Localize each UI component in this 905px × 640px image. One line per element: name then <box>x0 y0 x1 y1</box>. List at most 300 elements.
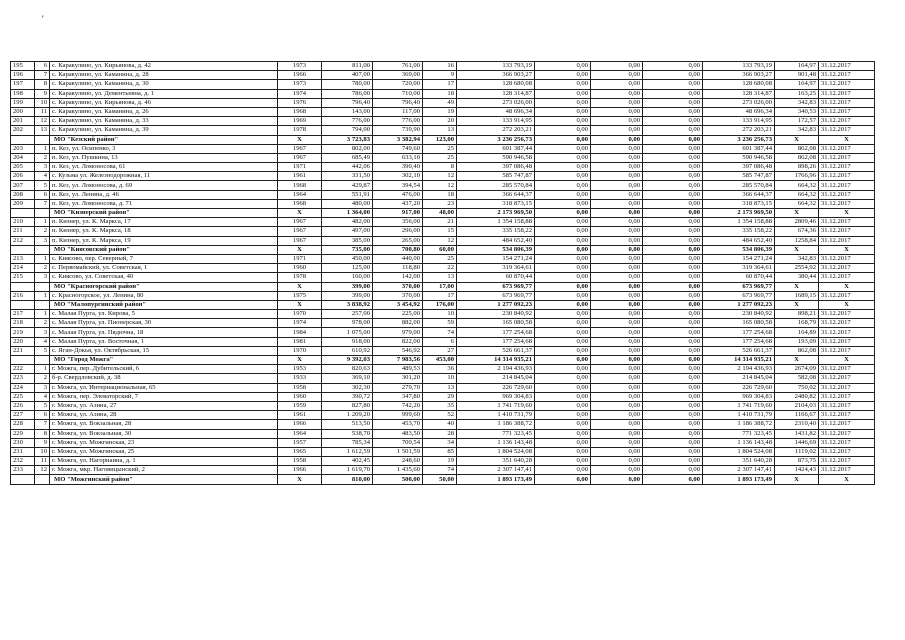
cell-year-built: 1974 <box>278 89 322 98</box>
district-subtotal-row <box>11 245 875 254</box>
cell-total-area: 442,06 <box>322 163 373 172</box>
table-row <box>11 392 875 401</box>
cell-residents: 48,00 <box>423 209 457 218</box>
cell-fund-cost: 0,00 <box>535 190 591 199</box>
cell-fund-cost: 0,00 <box>535 199 591 208</box>
cell-address: г. Можга, мкр. Наговицынский, 2 <box>50 466 278 475</box>
cell-living-area: 7 983,56 <box>373 356 423 365</box>
cell-budget-republic: 0,00 <box>591 264 643 273</box>
cell-cost-per-sqm: 582,08 <box>775 374 819 383</box>
cell-local-number: 11 <box>35 457 50 466</box>
cell-fund-cost: 0,00 <box>535 310 591 319</box>
cell-deadline: 31.12.2017 <box>819 457 875 466</box>
cell-owner-funds: 133 914,95 <box>703 117 775 126</box>
cell-row-number: 210 <box>11 218 35 227</box>
cell-total-area: 143,00 <box>322 107 373 116</box>
cell-total-area: 538,70 <box>322 429 373 438</box>
cell-owner-funds: 177 254,68 <box>703 337 775 346</box>
cell-cost-per-sqm: X <box>775 245 819 254</box>
cell-living-area: 700,54 <box>373 438 423 447</box>
cell-year-built: 1964 <box>278 429 322 438</box>
cell-fund-cost: 0,00 <box>535 227 591 236</box>
cell-deadline: 31.12.2017 <box>819 190 875 199</box>
cell-budget-local: 0,00 <box>643 98 703 107</box>
cell-budget-republic: 0,00 <box>591 181 643 190</box>
cell-address: г. Можга, ул. Азина, 27 <box>50 401 278 410</box>
cell-fund-cost: 0,00 <box>535 144 591 153</box>
cell-fund-cost: 0,00 <box>535 438 591 447</box>
cell-cost-per-sqm: X <box>775 300 819 309</box>
cell-total-cost: 273 026,00 <box>457 98 535 107</box>
cell-cost-per-sqm: X <box>775 356 819 365</box>
cell-year-built: 1960 <box>278 264 322 273</box>
cell-total-cost: 1 136 143,48 <box>457 438 535 447</box>
cell-total-cost: 214 845,04 <box>457 374 535 383</box>
cell-total-area: 780,00 <box>322 80 373 89</box>
cell-total-area: 1 075,00 <box>322 328 373 337</box>
cell-living-area: 710,00 <box>373 89 423 98</box>
cell-living-area: 483,50 <box>373 429 423 438</box>
cell-row-number: 219 <box>11 328 35 337</box>
cell-total-area: 480,00 <box>322 199 373 208</box>
cell-cost-per-sqm: 1119,02 <box>775 447 819 456</box>
cell-total-cost: 48 696,34 <box>457 107 535 116</box>
cell-address: МО "Красногорский район" <box>50 282 278 291</box>
cell-budget-republic: 0,00 <box>591 420 643 429</box>
cell-budget-local: 0,00 <box>643 218 703 227</box>
cell-row-number: 207 <box>11 181 35 190</box>
cell-total-area: 482,00 <box>322 218 373 227</box>
cell-local-number <box>35 135 50 144</box>
cell-address: б-р. Свердловский, д. 38 <box>50 374 278 383</box>
cell-row-number: 225 <box>11 392 35 401</box>
cell-cost-per-sqm: 901,48 <box>775 71 819 80</box>
cell-living-area: 796,40 <box>373 98 423 107</box>
cell-living-area: 225,00 <box>373 310 423 319</box>
cell-budget-local: 0,00 <box>643 365 703 374</box>
cell-deadline: X <box>819 475 875 484</box>
cell-budget-local: 0,00 <box>643 401 703 410</box>
cell-year-built: 1961 <box>278 411 322 420</box>
cell-residents: 19 <box>423 107 457 116</box>
cell-living-area: 117,00 <box>373 107 423 116</box>
cell-residents: 17,00 <box>423 282 457 291</box>
cell-cost-per-sqm: 1446,69 <box>775 438 819 447</box>
cell-owner-funds: 1 741 719,60 <box>703 401 775 410</box>
cell-residents: 34 <box>423 438 457 447</box>
cell-owner-funds: 285 570,84 <box>703 181 775 190</box>
cell-row-number: 214 <box>11 264 35 273</box>
cell-deadline: 31.12.2017 <box>819 273 875 282</box>
cell-budget-republic: 0,00 <box>591 153 643 162</box>
cell-local-number: 3 <box>35 236 50 245</box>
cell-address: п. Кизнер, ул. К. Маркса, 19 <box>50 236 278 245</box>
cell-local-number: 10 <box>35 447 50 456</box>
cell-local-number: 8 <box>35 429 50 438</box>
cell-living-area: 489,53 <box>373 365 423 374</box>
cell-owner-funds: 771 323,45 <box>703 429 775 438</box>
cell-total-cost: 14 314 935,21 <box>457 356 535 365</box>
cell-owner-funds: 14 314 935,21 <box>703 356 775 365</box>
cell-budget-republic: 0,00 <box>591 319 643 328</box>
cell-deadline: 31.12.2017 <box>819 411 875 420</box>
cell-cost-per-sqm: 1258,84 <box>775 236 819 245</box>
cell-living-area: 370,00 <box>373 282 423 291</box>
table-row <box>11 346 875 355</box>
cell-row-number: 196 <box>11 71 35 80</box>
cell-row-number: 216 <box>11 291 35 300</box>
cell-row-number <box>11 475 35 484</box>
cell-fund-cost: 0,00 <box>535 346 591 355</box>
cell-total-area: 429,87 <box>322 181 373 190</box>
cell-residents: 52 <box>423 411 457 420</box>
table-row <box>11 62 875 71</box>
cell-local-number: 1 <box>35 254 50 263</box>
cell-deadline: 31.12.2017 <box>819 107 875 116</box>
cell-budget-local: 0,00 <box>643 383 703 392</box>
table-row <box>11 365 875 374</box>
cell-local-number <box>35 356 50 365</box>
cell-budget-local: 0,00 <box>643 107 703 116</box>
cell-local-number: 1 <box>35 291 50 300</box>
cell-budget-republic: 0,00 <box>591 273 643 282</box>
table-row <box>11 383 875 392</box>
cell-deadline: 31.12.2017 <box>819 374 875 383</box>
cell-total-area: 3 838,92 <box>322 300 373 309</box>
cell-cost-per-sqm: 1689,15 <box>775 291 819 300</box>
cell-row-number: 220 <box>11 337 35 346</box>
cell-budget-local: 0,00 <box>643 236 703 245</box>
table-row <box>11 374 875 383</box>
cell-residents: 36 <box>423 365 457 374</box>
corner-mark: ' <box>42 14 44 24</box>
cell-deadline: 31.12.2017 <box>819 264 875 273</box>
cell-fund-cost: 0,00 <box>535 126 591 135</box>
cell-year-built: 1958 <box>278 383 322 392</box>
cell-owner-funds: 318 873,15 <box>703 199 775 208</box>
cell-owner-funds: 673 969,77 <box>703 282 775 291</box>
cell-total-area: 802,00 <box>322 144 373 153</box>
cell-budget-republic: 0,00 <box>591 401 643 410</box>
cell-living-area: 394,54 <box>373 181 423 190</box>
cell-total-cost: 484 652,40 <box>457 236 535 245</box>
table-row <box>11 447 875 456</box>
cell-residents: 6 <box>423 337 457 346</box>
cell-deadline: X <box>819 300 875 309</box>
cell-deadline: 31.12.2017 <box>819 236 875 245</box>
cell-living-area: 1 435,60 <box>373 466 423 475</box>
cell-budget-local: 0,00 <box>643 62 703 71</box>
cell-address: г. Можга, пер. Элеваторский, 7 <box>50 392 278 401</box>
cell-residents: 12 <box>423 236 457 245</box>
cell-total-area: 1 364,00 <box>322 209 373 218</box>
cell-living-area: 453,70 <box>373 420 423 429</box>
cell-cost-per-sqm: 674,36 <box>775 227 819 236</box>
cell-total-area: 785,34 <box>322 438 373 447</box>
cell-row-number: 213 <box>11 254 35 263</box>
cell-cost-per-sqm: 898,21 <box>775 310 819 319</box>
cell-owner-funds: 1 136 143,48 <box>703 438 775 447</box>
cell-address: с. Каракулино, ул. Каманина, д. 28 <box>50 71 278 80</box>
table-row <box>11 181 875 190</box>
cell-total-cost: 1 277 092,23 <box>457 300 535 309</box>
cell-cost-per-sqm: 168,79 <box>775 319 819 328</box>
cell-budget-republic: 0,00 <box>591 457 643 466</box>
cell-total-cost: 366 903,27 <box>457 71 535 80</box>
cell-fund-cost: 0,00 <box>535 181 591 190</box>
cell-fund-cost: 0,00 <box>535 163 591 172</box>
cell-year-built: X <box>278 356 322 365</box>
cell-owner-funds: 60 870,44 <box>703 273 775 282</box>
cell-deadline: 31.12.2017 <box>819 172 875 181</box>
cell-budget-local: 0,00 <box>643 475 703 484</box>
cell-living-area: 979,00 <box>373 328 423 337</box>
table-row <box>11 264 875 273</box>
cell-local-number: 10 <box>35 98 50 107</box>
cell-living-area: 3 454,92 <box>373 300 423 309</box>
cell-budget-local: 0,00 <box>643 300 703 309</box>
cell-total-area: 827,80 <box>322 401 373 410</box>
cell-total-area: 1 209,20 <box>322 411 373 420</box>
cell-living-area: 749,60 <box>373 144 423 153</box>
cell-row-number: 228 <box>11 420 35 429</box>
cell-address: п. Кез, ул. Ломоносова, д. 69 <box>50 181 278 190</box>
cell-total-area: 1 612,59 <box>322 447 373 456</box>
cell-local-number: 12 <box>35 117 50 126</box>
cell-residents: 25 <box>423 144 457 153</box>
cell-local-number: 6 <box>35 62 50 71</box>
table-row <box>11 328 875 337</box>
cell-deadline: X <box>819 282 875 291</box>
cell-total-cost: 230 840,92 <box>457 310 535 319</box>
cell-budget-local: 0,00 <box>643 319 703 328</box>
district-subtotal-row <box>11 356 875 365</box>
cell-year-built: X <box>278 245 322 254</box>
cell-year-built: 1970 <box>278 310 322 319</box>
cell-cost-per-sqm: 862,08 <box>775 144 819 153</box>
cell-residents: 18 <box>423 89 457 98</box>
cell-total-cost: 154 271,24 <box>457 254 535 263</box>
table-row <box>11 199 875 208</box>
cell-owner-funds: 366 644,37 <box>703 190 775 199</box>
cell-fund-cost: 0,00 <box>535 254 591 263</box>
cell-deadline: X <box>819 245 875 254</box>
cell-residents: 49 <box>423 98 457 107</box>
cell-fund-cost: 0,00 <box>535 475 591 484</box>
cell-total-area: 820,63 <box>322 365 373 374</box>
cell-local-number: 2 <box>35 374 50 383</box>
cell-residents: 50,00 <box>423 475 457 484</box>
cell-address: п. Кез, ул. Ломоносова, д. 71 <box>50 199 278 208</box>
cell-budget-republic: 0,00 <box>591 190 643 199</box>
cell-fund-cost: 0,00 <box>535 209 591 218</box>
cell-deadline: 31.12.2017 <box>819 199 875 208</box>
cell-fund-cost: 0,00 <box>535 466 591 475</box>
cell-fund-cost: 0,00 <box>535 328 591 337</box>
cell-address: с. Яган-Докья, ул. Октябрьская, 15 <box>50 346 278 355</box>
cell-address: с. Малая Пурга, ул. Кирова, 5 <box>50 310 278 319</box>
cell-fund-cost: 0,00 <box>535 89 591 98</box>
cell-fund-cost: 0,00 <box>535 411 591 420</box>
cell-cost-per-sqm: 164,89 <box>775 328 819 337</box>
cell-local-number: 3 <box>35 273 50 282</box>
cell-residents: 17 <box>423 80 457 89</box>
cell-residents: 10 <box>423 374 457 383</box>
cell-cost-per-sqm: 862,08 <box>775 346 819 355</box>
cell-row-number: 231 <box>11 447 35 456</box>
cell-fund-cost: 0,00 <box>535 98 591 107</box>
cell-total-area: 796,40 <box>322 98 373 107</box>
cell-deadline: 31.12.2017 <box>819 80 875 89</box>
cell-total-cost: 1 741 719,60 <box>457 401 535 410</box>
cell-cost-per-sqm: 172,57 <box>775 117 819 126</box>
district-subtotal-row <box>11 300 875 309</box>
cell-living-area: 633,10 <box>373 153 423 162</box>
cell-cost-per-sqm: X <box>775 475 819 484</box>
cell-cost-per-sqm: 2310,40 <box>775 420 819 429</box>
table-row <box>11 117 875 126</box>
cell-owner-funds: 226 729,60 <box>703 383 775 392</box>
cell-cost-per-sqm: 2554,92 <box>775 264 819 273</box>
cell-owner-funds: 214 845,04 <box>703 374 775 383</box>
cell-year-built: X <box>278 209 322 218</box>
cell-total-area: 513,50 <box>322 420 373 429</box>
cell-fund-cost: 0,00 <box>535 365 591 374</box>
cell-budget-local: 0,00 <box>643 144 703 153</box>
cell-local-number <box>35 475 50 484</box>
cell-budget-local: 0,00 <box>643 126 703 135</box>
cell-budget-republic: 0,00 <box>591 475 643 484</box>
cell-row-number: 199 <box>11 98 35 107</box>
table-row <box>11 429 875 438</box>
cell-deadline: 31.12.2017 <box>819 62 875 71</box>
cell-owner-funds: 230 840,92 <box>703 310 775 319</box>
cell-living-area: 390,40 <box>373 163 423 172</box>
table-row <box>11 144 875 153</box>
cell-fund-cost: 0,00 <box>535 236 591 245</box>
cell-local-number: 13 <box>35 126 50 135</box>
cell-address: с. Малая Пурга, ул. Пионерская, 30 <box>50 319 278 328</box>
table-row <box>11 71 875 80</box>
cell-owner-funds: 1 804 524,08 <box>703 447 775 456</box>
cell-cost-per-sqm: 898,26 <box>775 163 819 172</box>
cell-total-area: 1 619,70 <box>322 466 373 475</box>
cell-local-number: 3 <box>35 383 50 392</box>
cell-address: с. Малая Пурга, ул. Восточная, 1 <box>50 337 278 346</box>
cell-local-number <box>35 300 50 309</box>
district-subtotal-row <box>11 135 875 144</box>
cell-budget-republic: 0,00 <box>591 282 643 291</box>
cell-total-cost: 969 304,83 <box>457 392 535 401</box>
cell-total-cost: 1 804 524,08 <box>457 447 535 456</box>
cell-deadline: 31.12.2017 <box>819 89 875 98</box>
cell-residents: 176,00 <box>423 300 457 309</box>
cell-cost-per-sqm: X <box>775 135 819 144</box>
cell-local-number: 2 <box>35 319 50 328</box>
cell-cost-per-sqm: 163,25 <box>775 89 819 98</box>
cell-row-number: 202 <box>11 126 35 135</box>
cell-living-area: 720,00 <box>373 80 423 89</box>
cell-deadline: 31.12.2017 <box>819 163 875 172</box>
cell-deadline: 31.12.2017 <box>819 466 875 475</box>
cell-year-built: 1968 <box>278 199 322 208</box>
cell-living-area: 347,80 <box>373 392 423 401</box>
cell-address: г. Можга, ул. Можгинская, 23 <box>50 438 278 447</box>
cell-deadline: 31.12.2017 <box>819 346 875 355</box>
table-row <box>11 153 875 162</box>
table-row <box>11 236 875 245</box>
cell-total-cost: 272 203,21 <box>457 126 535 135</box>
cell-owner-funds: 133 793,19 <box>703 62 775 71</box>
cell-total-area: 978,00 <box>322 319 373 328</box>
cell-owner-funds: 1 186 388,72 <box>703 420 775 429</box>
cell-year-built: X <box>278 282 322 291</box>
cell-address: п. Кез, ул. Ломоносова, 61 <box>50 163 278 172</box>
cell-address: п. Кизнер, ул. К. Маркса, 17 <box>50 218 278 227</box>
cell-row-number <box>11 245 35 254</box>
cell-residents: 29 <box>423 392 457 401</box>
cell-budget-local: 0,00 <box>643 346 703 355</box>
cell-budget-local: 0,00 <box>643 264 703 273</box>
cell-total-cost: 3 236 256,73 <box>457 135 535 144</box>
cell-residents: 22 <box>423 264 457 273</box>
cell-fund-cost: 0,00 <box>535 62 591 71</box>
cell-fund-cost: 0,00 <box>535 300 591 309</box>
cell-cost-per-sqm: 342,83 <box>775 254 819 263</box>
cell-row-number: 217 <box>11 310 35 319</box>
cell-total-cost: 319 364,61 <box>457 264 535 273</box>
table-row <box>11 273 875 282</box>
cell-budget-republic: 0,00 <box>591 328 643 337</box>
cell-total-cost: 673 969,77 <box>457 291 535 300</box>
cell-year-built: 1967 <box>278 144 322 153</box>
cell-fund-cost: 0,00 <box>535 172 591 181</box>
cell-budget-local: 0,00 <box>643 227 703 236</box>
cell-budget-republic: 0,00 <box>591 98 643 107</box>
cell-owner-funds: 2 173 969,50 <box>703 209 775 218</box>
cell-year-built: 1976 <box>278 98 322 107</box>
cell-owner-funds: 366 903,27 <box>703 71 775 80</box>
cell-year-built: 1973 <box>278 80 322 89</box>
cell-budget-local: 0,00 <box>643 356 703 365</box>
cell-budget-local: 0,00 <box>643 337 703 346</box>
table-row <box>11 310 875 319</box>
cell-row-number: 212 <box>11 236 35 245</box>
cell-year-built: X <box>278 135 322 144</box>
cell-budget-local: 0,00 <box>643 135 703 144</box>
cell-deadline: 31.12.2017 <box>819 438 875 447</box>
cell-budget-local: 0,00 <box>643 411 703 420</box>
cell-total-cost: 1 893 173,49 <box>457 475 535 484</box>
cell-cost-per-sqm: 1431,82 <box>775 429 819 438</box>
cell-year-built: 1960 <box>278 392 322 401</box>
cell-local-number <box>35 245 50 254</box>
cell-residents: 12 <box>423 181 457 190</box>
cell-address: с. Кузьма ул. Железнодорожная, 11 <box>50 172 278 181</box>
cell-deadline: 31.12.2017 <box>819 383 875 392</box>
table-row <box>11 190 875 199</box>
cell-local-number: 6 <box>35 190 50 199</box>
cell-fund-cost: 0,00 <box>535 273 591 282</box>
cell-fund-cost: 0,00 <box>535 337 591 346</box>
cell-budget-local: 0,00 <box>643 117 703 126</box>
cell-owner-funds: 128 314,87 <box>703 89 775 98</box>
cell-address: п. Кизнер, ул. К. Маркса, 18 <box>50 227 278 236</box>
cell-local-number: 7 <box>35 71 50 80</box>
cell-row-number: 222 <box>11 365 35 374</box>
cell-living-area: 248,60 <box>373 457 423 466</box>
cell-owner-funds: 154 271,24 <box>703 254 775 263</box>
